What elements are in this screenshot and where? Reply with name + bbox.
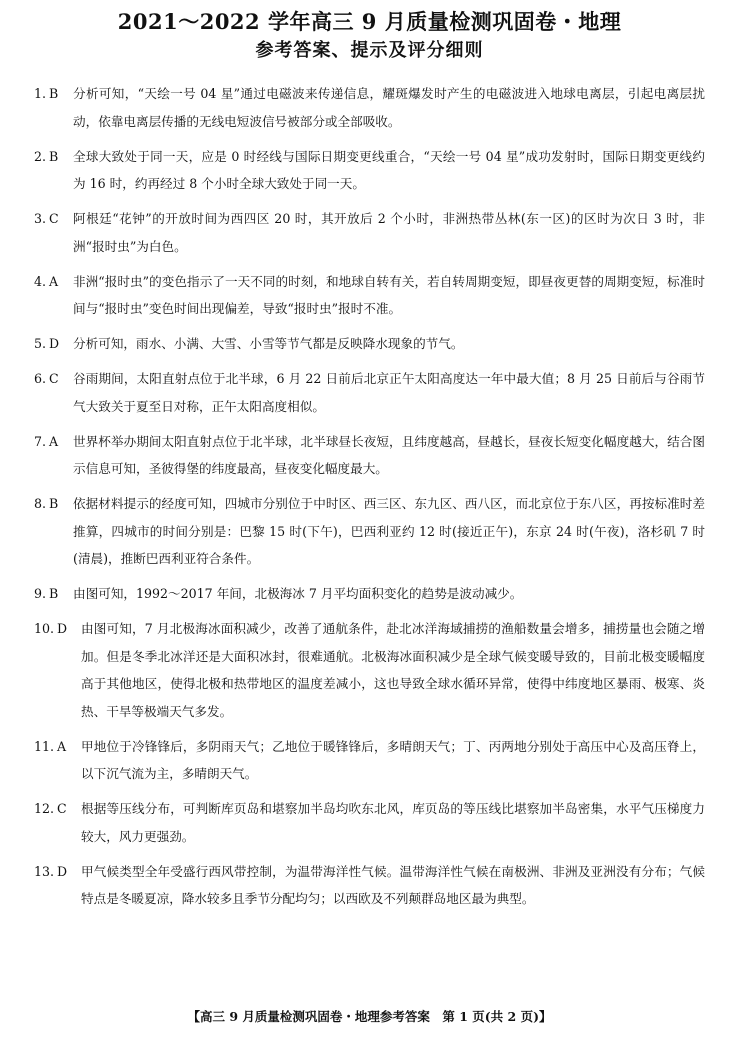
answer-explanation: 依据材料提示的经度可知，四城市分别位于中时区、西三区、东九区、西八区，而北京位于东八区，再按标准时差推算，四城市的时间分别是：巴黎 15 时(下午)，巴西利亚约 12 时(接近正午)，东京 24 时(午夜)，洛杉矶 7 时(清晨)，推断巴西利亚符合条件。 [73, 496, 705, 566]
answer-item-7 [34, 428, 705, 483]
answer-explanation: 由图可知，1992～2017 年间，北极海冰 7 月平均面积变化的趋势是波动减少。 [73, 586, 523, 601]
question-number: 12. [34, 801, 55, 816]
answer-key: B [49, 86, 59, 101]
page-title: 2021～2022 学年高三 9 月质量检测巩固卷・地理 [117, 9, 622, 34]
answer-item-5 [34, 330, 705, 358]
answer-item-3 [34, 205, 705, 260]
answer-item-4 [34, 268, 705, 323]
answer-key: D [57, 621, 68, 636]
answer-item-8 [34, 490, 705, 573]
question-number: 5. [34, 336, 47, 351]
question-number: 4. [34, 273, 47, 289]
answer-key: A [57, 738, 67, 754]
answer-list [34, 80, 705, 913]
answer-explanation: 分析可知，“天绘一号 04 星”通过电磁波来传递信息，耀斑爆发时产生的电磁波进入地球电离层，引起电离层扰动，依靠电离层传播的无线电短波信号被部分或全部吸收。 [73, 86, 705, 129]
answer-key: D [57, 863, 68, 879]
answer-explanation: 根据等压线分布，可判断库页岛和堪察加半岛均吹东北风，库页岛的等压线比堪察加半岛密集，水平气压梯度力较大，风力更强劲。 [81, 801, 705, 844]
question-number: 9. [34, 586, 47, 601]
question-number: 3. [34, 211, 47, 226]
page-subtitle: 参考答案、提示及评分细则 [255, 40, 484, 61]
answer-explanation: 分析可知，雨水、小满、大雪、小雪等节气都是反映降水现象的节气。 [73, 336, 464, 351]
answer-explanation: 世界杯举办期间太阳直射点位于北半球，北半球昼长夜短，且纬度越高，昼越长，昼夜长短变化幅度越大，结合图示信息可知，圣彼得堡的纬度最高，昼夜变化幅度最大。 [73, 433, 705, 476]
question-number: 1. [34, 86, 47, 101]
answer-key: B [49, 148, 59, 164]
answer-key: C [49, 371, 59, 386]
answer-key: C [57, 801, 67, 816]
answer-item-6 [34, 365, 705, 420]
answer-key: B [49, 586, 59, 601]
question-number: 13. [34, 863, 55, 879]
answer-key: C [49, 211, 59, 226]
question-number: 10. [34, 621, 55, 636]
answer-explanation: 由图可知，7 月北极海冰面积减少，改善了通航条件，赴北冰洋海域捕捞的渔船数量会增多，捕捞量也会随之增加。但是冬季北冰洋还是大面积冰封，很难通航。北极海冰面积减少是全球气候变暖导致的，目前北极变暖幅度高于其他地区，使得北极和热带地区的温度差减小，这也导致全球水循环异常，使得中纬度地区暴雨、极寒、炎热、干旱等极端天气多发。 [81, 621, 705, 719]
answer-key: A [49, 273, 59, 289]
question-number: 8. [34, 496, 47, 511]
answer-item-9 [34, 580, 705, 608]
answer-explanation: 全球大致处于同一天，应是 0 时经线与国际日期变更线重合，“天绘一号 04 星”成功发射时，国际日期变更线约为 16 时，约再经过 8 个小时全球大致处于同一天。 [73, 148, 705, 191]
answer-item-11 [34, 733, 705, 788]
answer-item-2 [34, 143, 705, 198]
answer-key: D [49, 336, 60, 351]
question-number: 11. [34, 738, 55, 754]
question-number: 2. [34, 148, 47, 164]
answer-item-10 [34, 615, 705, 725]
answer-explanation: 甲地位于冷锋锋后，多阴雨天气；乙地位于暖锋锋后，多晴朗天气；丁、丙两地分别处于高压中心及高压脊上，以下沉气流为主，多晴朗天气。 [81, 738, 705, 781]
answer-explanation: 谷雨期间，太阳直射点位于北半球，6 月 22 日前后北京正午太阳高度达一年中最大值；8 月 25 日前后与谷雨节气大致关于夏至日对称，正午太阳高度相似。 [73, 371, 705, 414]
answer-explanation: 阿根廷“花钟”的开放时间为西四区 20 时，其开放后 2 个小时，非洲热带丛林(东一区)的区时为次日 3 时，非洲“报时虫”为白色。 [73, 211, 705, 254]
answer-item-1 [34, 80, 705, 135]
question-number: 7. [34, 433, 47, 449]
page-footer: 【高三 9 月质量检测巩固卷・地理参考答案 第 1 页(共 2 页)】 [187, 1009, 552, 1024]
answer-item-12 [34, 795, 705, 850]
answer-key: B [49, 496, 59, 511]
question-number: 6. [34, 371, 47, 386]
answer-explanation: 甲气候类型全年受盛行西风带控制，为温带海洋性气候。温带海洋性气候在南极洲、非洲及亚洲没有分布；气候特点是冬暖夏凉，降水较多且季节分配均匀；以西欧及不列颠群岛地区最为典型。 [81, 863, 705, 906]
answer-explanation: 非洲“报时虫”的变色指示了一天不同的时刻，和地球自转有关，若自转周期变短，即昼夜更替的周期变短，标准时间与“报时虫”变色时间出现偏差，导致“报时虫”报时不准。 [73, 273, 705, 316]
answer-item-13 [34, 858, 705, 913]
answer-key: A [49, 433, 59, 449]
